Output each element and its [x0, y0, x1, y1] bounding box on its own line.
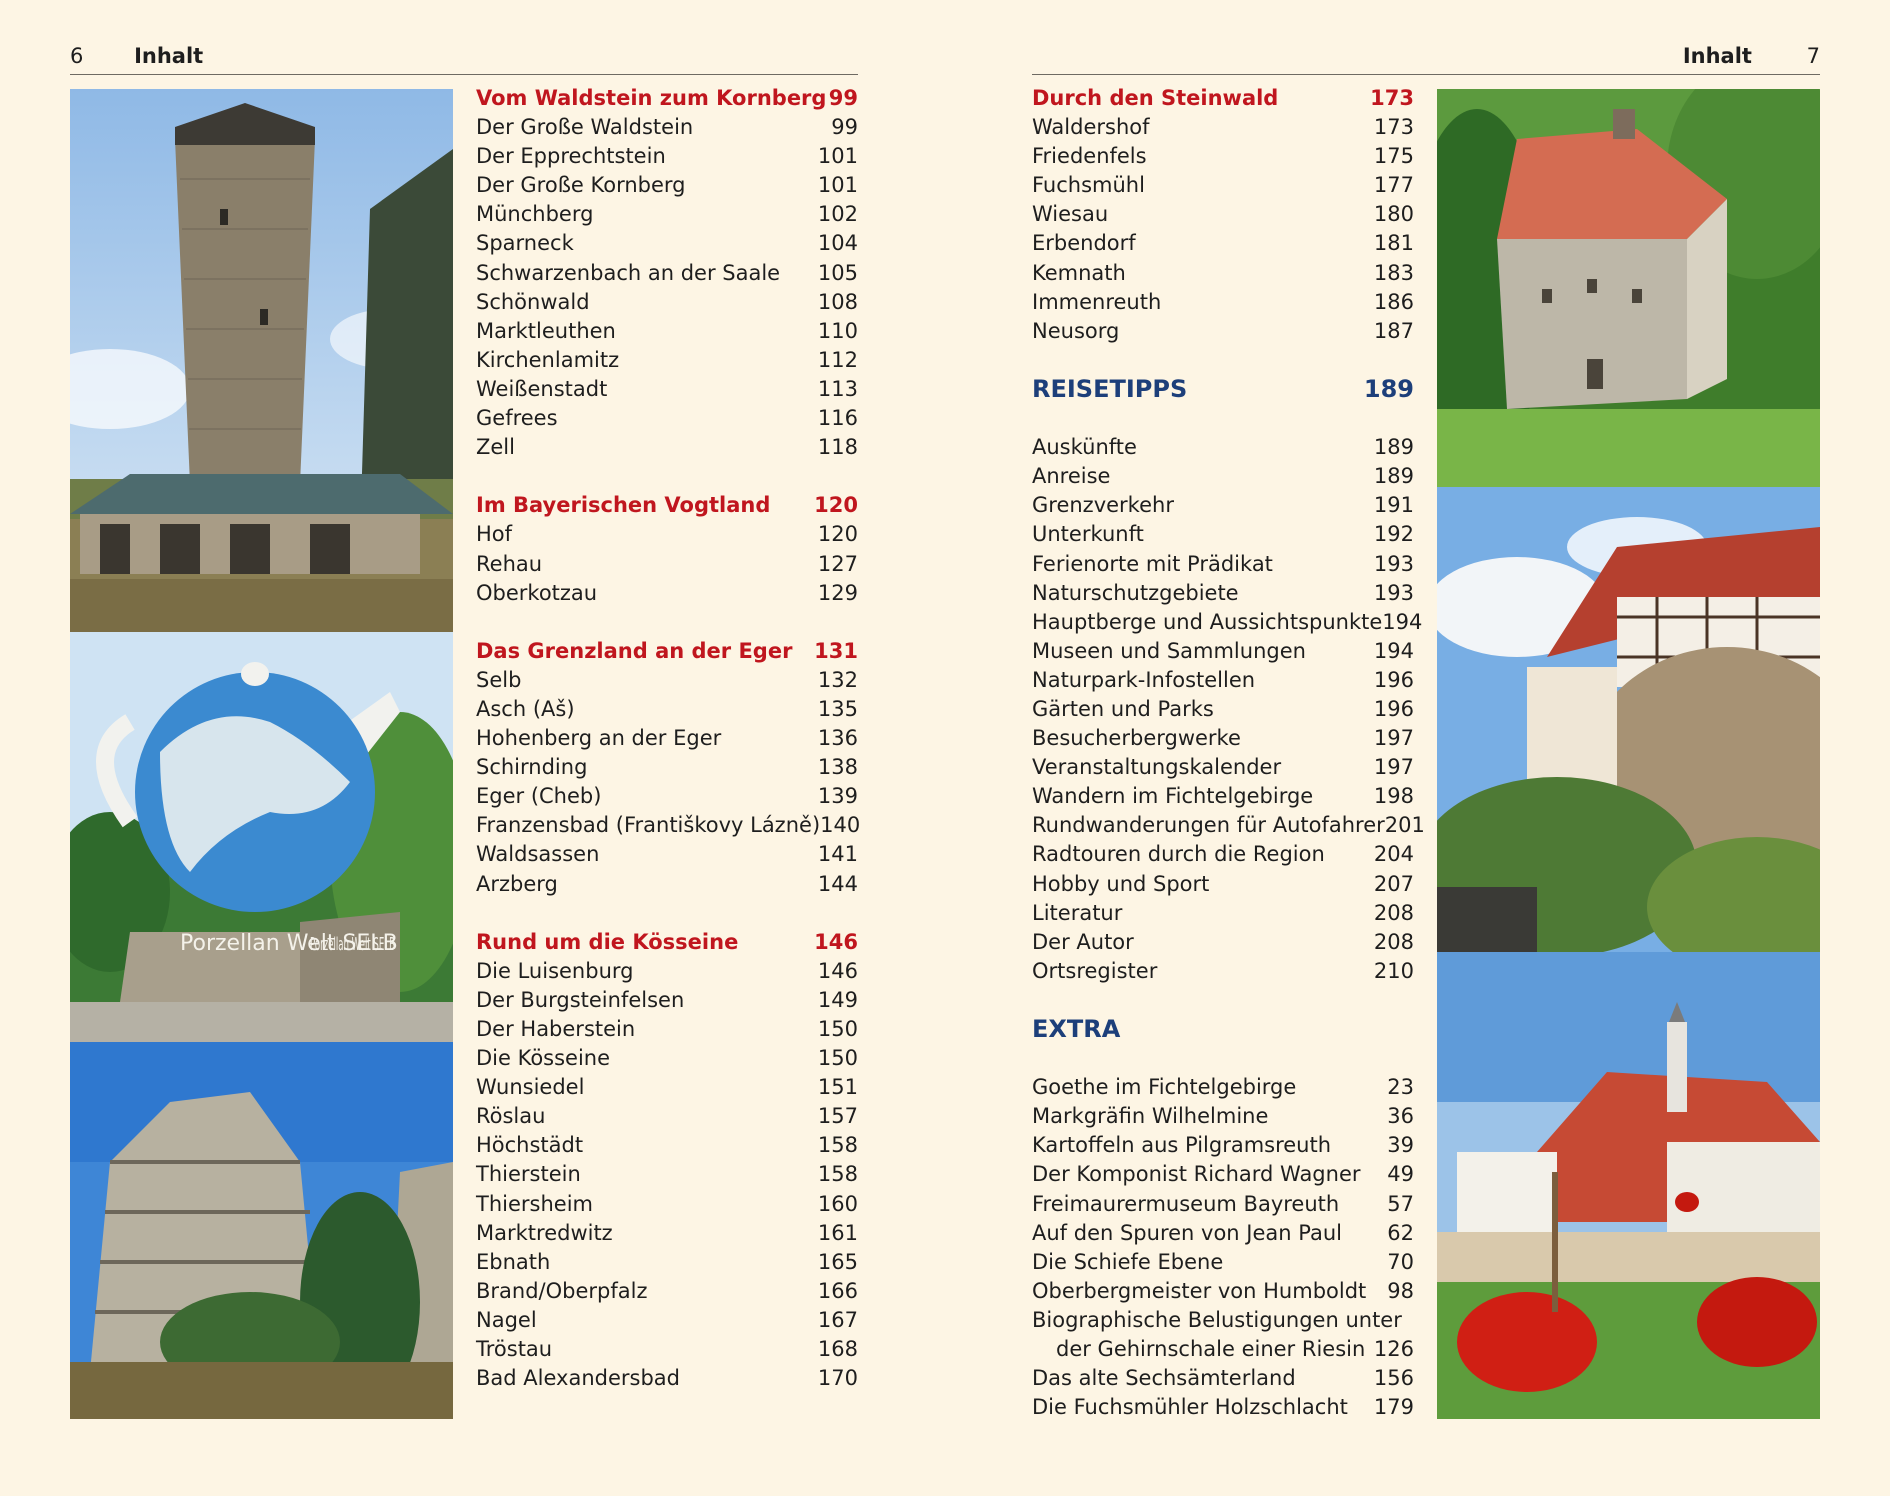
toc-entry-label: Zell: [476, 435, 515, 460]
toc-entry: [1032, 666, 1414, 695]
toc-entry: [1032, 724, 1414, 753]
toc-entry-page: 139: [817, 784, 858, 809]
toc-entry-page: 105: [817, 260, 858, 285]
toc-entry-page: 194: [1373, 638, 1414, 663]
toc-entry-page: 99: [828, 86, 858, 110]
toc-entry-label: Marktredwitz: [476, 1220, 613, 1245]
toc-entry: [476, 1102, 858, 1131]
toc-entry-label: Sparneck: [476, 231, 574, 256]
toc-entry: [476, 695, 858, 724]
toc-entry: [1032, 782, 1414, 811]
toc-entry-page: 197: [1373, 755, 1414, 780]
toc-entry-label: Röslau: [476, 1104, 546, 1129]
toc-entry-label: Schönwald: [476, 289, 590, 314]
toc-entry-page: 70: [1387, 1249, 1414, 1274]
toc-entry-label: Marktleuthen: [476, 318, 616, 343]
toc-section-heading: [476, 637, 858, 666]
toc-entry: [476, 986, 858, 1015]
stone-house-photo: [1437, 89, 1820, 487]
toc-entry: [476, 811, 861, 840]
toc-entry-label: Erbendorf: [1032, 231, 1136, 256]
toc-entry-label: Friedenfels: [1032, 144, 1147, 169]
toc-entry-label: Auskünfte: [1032, 435, 1137, 460]
toc-entry-page: 131: [814, 638, 858, 663]
toc-entry-page: 149: [817, 987, 858, 1012]
toc-entry: [476, 840, 858, 869]
toc-entry-label: Gefrees: [476, 406, 558, 431]
granite-rocks-photo: [70, 1042, 453, 1419]
toc-entry: [476, 229, 858, 258]
toc-entry-page: 157: [817, 1104, 858, 1129]
toc-entry-page: 39: [1387, 1133, 1414, 1158]
toc-entry-label: Veranstaltungskalender: [1032, 755, 1282, 780]
toc-entry-label: Markgräfin Wilhelmine: [1032, 1104, 1269, 1129]
toc-entry: [1032, 840, 1414, 869]
toc-entry-label: Rund um die Kösseine: [476, 929, 739, 954]
toc-entry-page: 99: [831, 115, 858, 140]
toc-entry-page: 208: [1373, 900, 1414, 925]
toc-entry: [1032, 899, 1414, 928]
toc-entry-page: 129: [817, 580, 858, 605]
toc-section-heading: [1032, 1015, 1414, 1044]
toc-entry-page: 192: [1373, 522, 1414, 547]
toc-entry-page: 113: [817, 376, 858, 401]
toc-entry: [1032, 317, 1414, 346]
toc-entry-page: 160: [817, 1191, 858, 1216]
toc-entry-page: 197: [1373, 726, 1414, 751]
left-page-title: Inhalt: [134, 44, 204, 68]
toc-entry: [476, 259, 858, 288]
toc-entry: [476, 1364, 858, 1393]
toc-entry: [476, 1306, 858, 1335]
toc-entry-label: Waldershof: [1032, 115, 1150, 140]
toc-spacer: [476, 462, 858, 491]
toc-section-heading: [476, 928, 858, 957]
toc-entry: [476, 957, 858, 986]
toc-entry: [476, 724, 858, 753]
toc-entry-label: Der Komponist Richard Wagner: [1032, 1162, 1361, 1187]
toc-entry-page: 110: [817, 318, 858, 343]
toc-entry-page: 165: [817, 1249, 858, 1274]
toc-entry: [476, 666, 858, 695]
toc-entry: [476, 1335, 858, 1364]
toc-entry-label: Die Fuchsmühler Holzschlacht: [1032, 1395, 1348, 1420]
toc-entry: [476, 317, 858, 346]
toc-entry-page: 173: [1370, 86, 1414, 110]
toc-entry: [476, 1190, 858, 1219]
toc-entry-label: Goethe im Fichtelgebirge: [1032, 1075, 1297, 1100]
toc-entry-page: 189: [1373, 464, 1414, 489]
toc-entry: [1032, 1393, 1414, 1422]
toc-entry: [1032, 1219, 1414, 1248]
toc-entry-page: 210: [1373, 958, 1414, 983]
toc-entry-page: 150: [817, 1046, 858, 1071]
toc-entry-page: 49: [1387, 1162, 1414, 1187]
toc-entry-label: Der Große Waldstein: [476, 115, 694, 140]
toc-entry-label: Durch den Steinwald: [1032, 86, 1279, 110]
toc-entry: [1032, 1073, 1414, 1102]
toc-entry: [476, 200, 858, 229]
toc-entry-page: 201: [1384, 813, 1425, 838]
toc-entry: [1032, 1131, 1414, 1160]
toc-entry: [1032, 550, 1414, 579]
toc-section-heading: [1032, 375, 1414, 404]
toc-entry: [1032, 171, 1414, 200]
toc-entry-page: 151: [817, 1075, 858, 1100]
toc-entry-page: 138: [817, 755, 858, 780]
toc-entry-page: 126: [1373, 1337, 1414, 1362]
toc-entry-label: Literatur: [1032, 900, 1123, 925]
toc-entry: [1032, 200, 1414, 229]
toc-entry-label: Auf den Spuren von Jean Paul: [1032, 1220, 1342, 1245]
toc-entry-page: 158: [817, 1162, 858, 1187]
toc-entry-page: 179: [1373, 1395, 1414, 1420]
toc-entry: [476, 753, 858, 782]
teapot-sign-right: Porzellan Welt SELB: [310, 934, 395, 955]
toc-entry: [476, 1073, 858, 1102]
toc-entry-label: Grenzverkehr: [1032, 493, 1174, 518]
toc-entry-page: 161: [817, 1220, 858, 1245]
toc-entry-page: 112: [817, 347, 858, 372]
toc-entry-page: 208: [1373, 929, 1414, 954]
toc-entry-label: REISETIPPS: [1032, 374, 1188, 403]
toc-entry-page: 101: [817, 173, 858, 198]
toc-entry: [1032, 1248, 1414, 1277]
toc-entry-page: 196: [1373, 696, 1414, 721]
toc-entry-label: Höchstädt: [476, 1133, 584, 1158]
toc-entry-label: Gärten und Parks: [1032, 696, 1214, 721]
toc-entry: [1032, 1364, 1414, 1393]
toc-entry-label: Wandern im Fichtelgebirge: [1032, 784, 1314, 809]
toc-entry-label: Oberbergmeister von Humboldt: [1032, 1278, 1367, 1303]
toc-entry-page: 118: [817, 435, 858, 460]
toc-entry-label: Rehau: [476, 551, 543, 576]
toc-entry-page: 180: [1373, 202, 1414, 227]
right-table-of-contents: [1032, 84, 1425, 1422]
toc-entry-page: 170: [817, 1366, 858, 1391]
toc-entry-label: Unterkunft: [1032, 522, 1144, 547]
toc-entry-page: 144: [817, 871, 858, 896]
toc-entry-page: 191: [1373, 493, 1414, 518]
toc-entry-page: 141: [817, 842, 858, 867]
toc-entry: [1032, 433, 1414, 462]
left-table-of-contents: [476, 84, 861, 1393]
toc-entry: [476, 404, 858, 433]
toc-entry-label: Bad Alexandersbad: [476, 1366, 680, 1391]
toc-entry: [1032, 1277, 1414, 1306]
toc-entry-label: Der Große Kornberg: [476, 173, 686, 198]
toc-entry-label: Das alte Sechsämterland: [1032, 1366, 1296, 1391]
toc-entry-label: Weißenstadt: [476, 376, 608, 401]
toc-entry-page: 187: [1373, 318, 1414, 343]
toc-entry: [1032, 870, 1414, 899]
toc-entry-label: Hobby und Sport: [1032, 871, 1210, 896]
castle-photo: [1437, 487, 1820, 952]
toc-entry: [1032, 288, 1414, 317]
toc-entry-label: Die Kösseine: [476, 1046, 611, 1071]
toc-entry-label: Rundwanderungen für Autofahrer: [1032, 813, 1385, 838]
toc-entry-label: Nagel: [476, 1307, 537, 1332]
toc-entry: [476, 433, 858, 462]
left-page-number: 6: [70, 44, 84, 68]
toc-entry-label: Biographische Belustigungen unter: [1032, 1307, 1402, 1332]
toc-entry: [1032, 695, 1414, 724]
teapot-sign-left: Porzellan Welt SELB: [180, 931, 398, 956]
toc-entry-page: 158: [817, 1133, 858, 1158]
toc-entry-page: 36: [1387, 1104, 1414, 1129]
toc-entry-page: 62: [1387, 1220, 1414, 1245]
toc-entry-page: 108: [817, 289, 858, 314]
toc-entry: [1032, 259, 1414, 288]
toc-entry-page: 175: [1373, 144, 1414, 169]
toc-entry-label: EXTRA: [1032, 1015, 1121, 1043]
toc-entry-page: 132: [817, 667, 858, 692]
toc-entry-page: 23: [1387, 1075, 1414, 1100]
toc-entry-label: Selb: [476, 667, 522, 692]
toc-entry-label: Der Autor: [1032, 929, 1134, 954]
toc-entry-label: Im Bayerischen Vogtland: [476, 493, 771, 518]
toc-entry-label: Die Schiefe Ebene: [1032, 1249, 1224, 1274]
toc-entry: [476, 113, 858, 142]
toc-entry-label: Der Burgsteinfelsen: [476, 987, 685, 1012]
toc-entry: [476, 520, 858, 549]
toc-entry: [476, 346, 858, 375]
toc-entry: [476, 1015, 858, 1044]
left-page-header: [70, 44, 203, 68]
toc-entry: [476, 1248, 858, 1277]
toc-entry: [1032, 1190, 1414, 1219]
toc-entry-page: 98: [1387, 1278, 1414, 1303]
toc-entry-label: Hauptberge und Aussichtspunkte: [1032, 609, 1383, 634]
toc-entry-label: Thiersheim: [476, 1191, 593, 1216]
toc-entry-label: Die Luisenburg: [476, 958, 634, 983]
teapot-monument-photo: [70, 632, 453, 1042]
toc-entry-label: Museen und Sammlungen: [1032, 638, 1306, 663]
toc-entry: [1032, 1306, 1414, 1335]
toc-entry-label: Brand/Oberpfalz: [476, 1278, 648, 1303]
toc-entry-page: 207: [1373, 871, 1414, 896]
toc-entry-page: 177: [1373, 173, 1414, 198]
toc-entry-label: Thierstein: [476, 1162, 581, 1187]
toc-entry: [476, 288, 858, 317]
toc-entry-label: Hohenberg an der Eger: [476, 726, 722, 751]
toc-spacer: [1032, 346, 1414, 375]
toc-entry: [1032, 491, 1414, 520]
toc-entry-page: 150: [817, 1017, 858, 1041]
toc-entry-label: Oberkotzau: [476, 580, 598, 605]
toc-entry-label: Der Haberstein: [476, 1017, 636, 1041]
toc-entry: [1032, 608, 1423, 637]
toc-entry-label: Immenreuth: [1032, 289, 1162, 314]
toc-entry-label: Asch (Aš): [476, 696, 575, 721]
toc-entry-page: 140: [820, 813, 861, 838]
toc-entry: [476, 1131, 858, 1160]
toc-entry-label: Ebnath: [476, 1249, 551, 1274]
toc-entry-page: 146: [817, 958, 858, 983]
toc-entry-page: 168: [817, 1337, 858, 1362]
toc-entry-label: Radtouren durch die Region: [1032, 842, 1325, 867]
toc-entry-label: Neusorg: [1032, 318, 1120, 343]
right-header-rule: [1032, 74, 1820, 75]
toc-entry-label: Tröstau: [476, 1337, 553, 1362]
toc-entry-page: 156: [1373, 1366, 1414, 1391]
toc-entry: [1032, 753, 1414, 782]
toc-entry-page: 135: [817, 696, 858, 721]
toc-entry: [1032, 1102, 1414, 1131]
toc-entry: [476, 1160, 858, 1189]
toc-entry-label: Ortsregister: [1032, 958, 1158, 983]
poppies-church-photo: [1437, 952, 1820, 1419]
toc-entry-page: 186: [1373, 289, 1414, 314]
toc-entry: [1032, 579, 1414, 608]
right-page-number: 7: [1806, 44, 1820, 68]
toc-entry-label: Vom Waldstein zum Kornberg: [476, 86, 827, 110]
toc-entry-page: 102: [817, 202, 858, 227]
toc-entry-label: Fuchsmühl: [1032, 173, 1145, 198]
toc-entry-label: Hof: [476, 522, 513, 547]
toc-entry: [1032, 229, 1414, 258]
toc-section-heading: [476, 491, 858, 520]
toc-entry-page: 116: [817, 406, 858, 431]
toc-entry: [476, 550, 858, 579]
toc-entry-label: Ferienorte mit Prädikat: [1032, 551, 1273, 576]
toc-entry-label: der Gehirnschale einer Riesin: [1056, 1337, 1366, 1362]
toc-entry-page: 127: [817, 551, 858, 576]
toc-entry-page: 166: [817, 1278, 858, 1303]
toc-entry-label: Das Grenzland an der Eger: [476, 638, 793, 663]
toc-spacer: [1032, 986, 1414, 1015]
toc-entry-page: 189: [1373, 435, 1414, 460]
toc-entry: [1032, 142, 1414, 171]
toc-entry-page: 181: [1373, 231, 1414, 256]
toc-entry-label: Kirchenlamitz: [476, 347, 620, 372]
toc-entry: [1032, 957, 1414, 986]
toc-entry-label: Arzberg: [476, 871, 558, 896]
toc-entry: [476, 171, 858, 200]
toc-entry-label: Freimaurermuseum Bayreuth: [1032, 1191, 1340, 1216]
toc-entry: [476, 579, 858, 608]
toc-entry-page: 173: [1373, 115, 1414, 140]
toc-entry-label: Besucherbergwerke: [1032, 726, 1241, 751]
toc-spacer: [476, 608, 858, 637]
right-page-title: Inhalt: [1682, 44, 1752, 68]
toc-entry: [1032, 1160, 1414, 1189]
toc-entry-label: Wiesau: [1032, 202, 1109, 227]
toc-entry-label: Der Epprechtstein: [476, 144, 666, 169]
toc-entry-page: 146: [814, 929, 858, 954]
toc-spacer: [1032, 1044, 1414, 1073]
right-page-header: [1683, 44, 1820, 68]
toc-entry-page: 183: [1373, 260, 1414, 285]
toc-entry-page: 120: [817, 522, 858, 547]
toc-entry-page: 120: [814, 493, 858, 518]
toc-entry-label: Wunsiedel: [476, 1075, 585, 1100]
toc-entry-page: 194: [1382, 609, 1423, 634]
toc-entry: [1032, 520, 1414, 549]
toc-entry-label: Naturpark-Infostellen: [1032, 667, 1256, 692]
toc-entry: [476, 1044, 858, 1073]
toc-entry-page: 57: [1387, 1191, 1414, 1216]
toc-spacer: [476, 899, 858, 928]
toc-entry: [476, 1219, 858, 1248]
toc-entry-page: 104: [817, 231, 858, 256]
toc-entry-label: Franzensbad (Františkovy Lázně): [476, 813, 821, 838]
toc-entry-page: 198: [1373, 784, 1414, 809]
left-header-rule: [70, 74, 858, 75]
toc-entry-page: 193: [1373, 551, 1414, 576]
toc-section-heading: [476, 84, 858, 113]
toc-entry-label: Anreise: [1032, 464, 1111, 489]
toc-entry: [476, 782, 858, 811]
toc-entry: [1032, 462, 1414, 491]
toc-entry: [476, 870, 858, 899]
toc-entry: [476, 142, 858, 171]
toc-entry-label: Eger (Cheb): [476, 784, 602, 809]
toc-spacer: [1032, 404, 1414, 433]
toc-entry-label: Münchberg: [476, 202, 594, 227]
toc-entry-page: 204: [1373, 842, 1414, 867]
toc-entry: [1032, 811, 1425, 840]
toc-entry-label: Kemnath: [1032, 260, 1126, 285]
toc-entry-label: Schirnding: [476, 755, 588, 780]
toc-section-heading: [1032, 84, 1414, 113]
toc-entry: [476, 375, 858, 404]
toc-entry-page: 167: [817, 1307, 858, 1332]
toc-entry-label: Naturschutzgebiete: [1032, 580, 1239, 605]
toc-entry-page: 189: [1363, 374, 1414, 403]
toc-entry: [1032, 1335, 1414, 1364]
toc-entry-label: Waldsassen: [476, 842, 600, 867]
toc-entry-page: 196: [1373, 667, 1414, 692]
toc-entry: [476, 1277, 858, 1306]
toc-entry-page: 101: [817, 144, 858, 169]
toc-entry-label: Schwarzenbach an der Saale: [476, 260, 781, 285]
toc-entry: [1032, 928, 1414, 957]
toc-entry: [1032, 113, 1414, 142]
observation-tower-photo: [70, 89, 453, 632]
toc-entry: [1032, 637, 1414, 666]
toc-entry-label: Kartoffeln aus Pilgramsreuth: [1032, 1133, 1332, 1158]
toc-entry-page: 193: [1373, 580, 1414, 605]
toc-entry-page: 136: [817, 726, 858, 751]
